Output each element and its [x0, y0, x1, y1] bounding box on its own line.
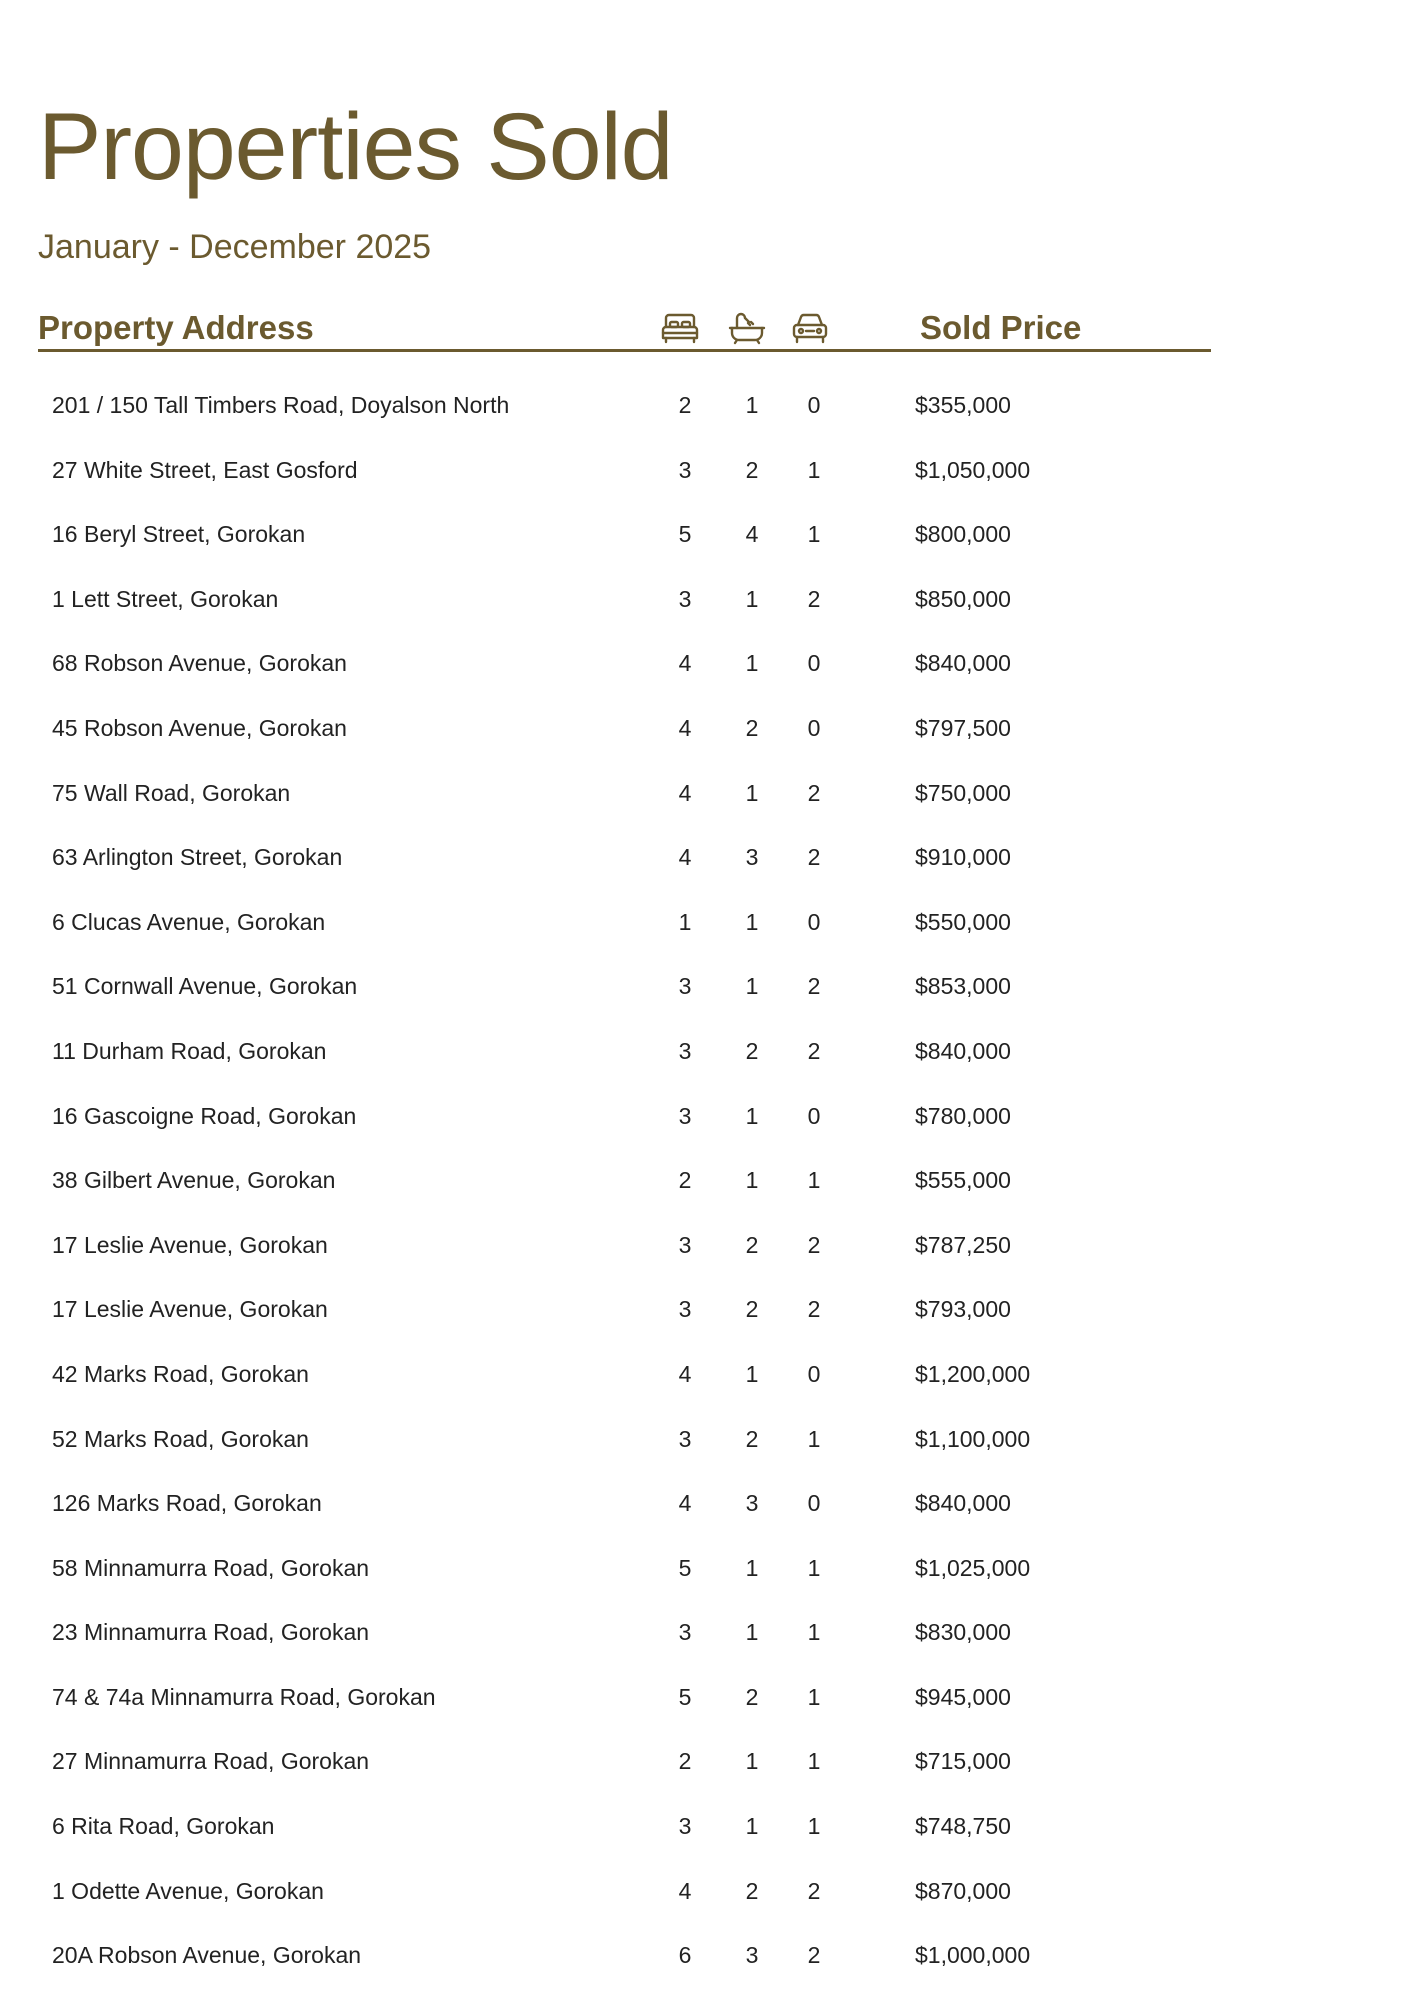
bathrooms-cell: 3 — [745, 1490, 759, 1517]
bedrooms-cell: 3 — [678, 1296, 692, 1323]
header-divider — [38, 349, 1211, 352]
table-row — [0, 1151, 1414, 1216]
address-cell: 42 Marks Road, Gorokan — [52, 1360, 309, 1387]
bathrooms-cell: 1 — [745, 392, 759, 418]
bathrooms-cell: 2 — [745, 1231, 759, 1258]
car-spaces-cell: 2 — [807, 1942, 821, 1969]
car-spaces-cell: 0 — [807, 650, 821, 677]
table-row — [0, 1603, 1414, 1668]
bathrooms-cell: 2 — [745, 1425, 759, 1452]
bathrooms-cell: 2 — [745, 456, 759, 483]
car-spaces-cell: 1 — [807, 456, 821, 483]
table-row — [0, 1732, 1414, 1797]
bathrooms-cell: 1 — [745, 585, 759, 612]
bathrooms-cell: 1 — [745, 1748, 759, 1775]
address-cell: 74 & 74a Minnamurra Road, Gorokan — [52, 1683, 436, 1710]
table-row — [0, 699, 1414, 764]
bathrooms-cell: 2 — [745, 714, 759, 741]
bedrooms-cell: 3 — [678, 973, 692, 1000]
sold-price-cell: $715,000 — [915, 1748, 1011, 1775]
bedrooms-cell: 3 — [678, 1619, 692, 1646]
address-cell: 38 Gilbert Avenue, Gorokan — [52, 1167, 336, 1194]
car-spaces-cell: 1 — [807, 1683, 821, 1710]
car-spaces-cell: 1 — [807, 1748, 821, 1775]
car-spaces-cell: 2 — [807, 779, 821, 806]
address-cell: 17 Leslie Avenue, Gorokan — [52, 1296, 328, 1323]
bathrooms-cell: 1 — [745, 1619, 759, 1646]
car-spaces-cell: 2 — [807, 844, 821, 871]
sold-price-cell: $850,000 — [915, 585, 1011, 612]
table-row — [0, 1345, 1414, 1410]
bathrooms-cell: 2 — [745, 1877, 759, 1904]
bedrooms-cell: 3 — [678, 1037, 692, 1064]
address-cell: 23 Minnamurra Road, Gorokan — [52, 1619, 370, 1646]
page-title: Properties Sold — [38, 94, 673, 200]
car-spaces-cell: 2 — [807, 1296, 821, 1323]
address-cell: 6 Rita Road, Gorokan — [52, 1813, 275, 1840]
address-cell: 68 Robson Avenue, Gorokan — [52, 650, 347, 677]
bedrooms-cell: 4 — [678, 779, 692, 806]
sold-price-cell: $945,000 — [915, 1683, 1011, 1710]
car-spaces-cell: 1 — [807, 1619, 821, 1646]
sold-price-cell: $550,000 — [915, 908, 1011, 935]
address-column-header: Property Address — [38, 309, 314, 346]
address-cell: 51 Cornwall Avenue, Gorokan — [52, 973, 358, 1000]
table-row — [0, 1862, 1414, 1927]
car-spaces-cell: 2 — [807, 1877, 821, 1904]
table-row — [0, 893, 1414, 958]
table-row — [0, 1216, 1414, 1281]
table-row — [0, 1797, 1414, 1862]
table-row — [0, 957, 1414, 1022]
bedrooms-cell: 4 — [678, 650, 692, 677]
address-cell: 1 Lett Street, Gorokan — [52, 585, 279, 612]
bedrooms-cell: 3 — [678, 1102, 692, 1129]
bedrooms-cell: 5 — [678, 1683, 692, 1710]
address-cell: 11 Durham Road, Gorokan — [52, 1037, 327, 1064]
table-row — [0, 1474, 1414, 1539]
sold-price-cell: $1,200,000 — [915, 1360, 1031, 1387]
bedrooms-cell: 6 — [678, 1942, 692, 1969]
bathrooms-cell: 2 — [745, 1683, 759, 1710]
address-cell: 45 Robson Avenue, Gorokan — [52, 714, 347, 741]
address-cell: 27 Minnamurra Road, Gorokan — [52, 1748, 370, 1775]
address-cell: 52 Marks Road, Gorokan — [52, 1425, 309, 1452]
bedrooms-cell: 5 — [678, 521, 692, 548]
car-spaces-cell: 0 — [807, 392, 821, 418]
sold-price-cell: $780,000 — [915, 1102, 1011, 1129]
address-cell: 201 / 150 Tall Timbers Road, Doyalson North — [52, 392, 510, 418]
table-header — [38, 305, 1211, 347]
bathrooms-cell: 1 — [745, 908, 759, 935]
table-row — [0, 828, 1414, 893]
table-row — [0, 634, 1414, 699]
car-spaces-cell: 0 — [807, 714, 821, 741]
table-row — [0, 441, 1414, 506]
sold-price-cell: $840,000 — [915, 650, 1011, 677]
bedrooms-cell: 4 — [678, 1360, 692, 1387]
car-spaces-cell: 2 — [807, 1037, 821, 1064]
bathrooms-cell: 1 — [745, 650, 759, 677]
table-row — [0, 764, 1414, 829]
sold-price-cell: $555,000 — [915, 1167, 1011, 1194]
car-spaces-cell: 1 — [807, 1813, 821, 1840]
bedrooms-cell: 3 — [678, 456, 692, 483]
address-cell: 17 Leslie Avenue, Gorokan — [52, 1231, 328, 1258]
bed-icon — [660, 311, 700, 345]
sold-price-cell: $797,500 — [915, 714, 1011, 741]
car-spaces-cell: 1 — [807, 1425, 821, 1452]
date-range-subtitle: January - December 2025 — [38, 228, 432, 266]
address-cell: 75 Wall Road, Gorokan — [52, 779, 291, 806]
bedrooms-cell: 3 — [678, 1231, 692, 1258]
car-spaces-cell: 0 — [807, 1102, 821, 1129]
sold-price-cell: $787,250 — [915, 1231, 1011, 1258]
bedrooms-cell: 2 — [678, 1167, 692, 1194]
bathrooms-cell: 1 — [745, 973, 759, 1000]
car-icon — [790, 311, 830, 345]
car-spaces-cell: 0 — [807, 1360, 821, 1387]
address-cell: 58 Minnamurra Road, Gorokan — [52, 1554, 370, 1581]
address-cell: 27 White Street, East Gosford — [52, 456, 358, 483]
bedrooms-cell: 2 — [678, 1748, 692, 1775]
bathrooms-cell: 2 — [745, 1296, 759, 1323]
sales-table — [0, 376, 1414, 1991]
table-row — [0, 1539, 1414, 1604]
table-row — [0, 1280, 1414, 1345]
car-spaces-cell: 2 — [807, 1231, 821, 1258]
table-row — [0, 1668, 1414, 1733]
table-row — [0, 1022, 1414, 1087]
bedrooms-cell: 5 — [678, 1554, 692, 1581]
sold-price-cell: $1,100,000 — [915, 1425, 1031, 1452]
sold-price-cell: $853,000 — [915, 973, 1011, 1000]
table-row — [0, 1926, 1414, 1991]
bathrooms-cell: 1 — [745, 1813, 759, 1840]
sold-price-cell: $355,000 — [915, 392, 1011, 418]
car-spaces-cell: 0 — [807, 1490, 821, 1517]
sold-price-cell: $840,000 — [915, 1037, 1011, 1064]
bathrooms-cell: 1 — [745, 1167, 759, 1194]
table-row — [0, 1410, 1414, 1475]
bedrooms-cell: 4 — [678, 844, 692, 871]
bedrooms-cell: 1 — [678, 908, 692, 935]
bedrooms-cell: 4 — [678, 1877, 692, 1904]
bathrooms-cell: 3 — [745, 844, 759, 871]
bathrooms-cell: 1 — [745, 1102, 759, 1129]
price-column-header: Sold Price — [920, 309, 1082, 346]
sold-price-cell: $800,000 — [915, 521, 1011, 548]
bathrooms-cell: 2 — [745, 1037, 759, 1064]
bedrooms-cell: 3 — [678, 585, 692, 612]
bedrooms-cell: 2 — [678, 392, 692, 418]
bedrooms-cell: 4 — [678, 1490, 692, 1517]
bathrooms-cell: 3 — [745, 1942, 759, 1969]
sold-price-cell: $1,050,000 — [915, 456, 1031, 483]
sold-price-cell: $1,000,000 — [915, 1942, 1031, 1969]
bathrooms-cell: 1 — [745, 779, 759, 806]
car-spaces-cell: 1 — [807, 521, 821, 548]
address-cell: 16 Gascoigne Road, Gorokan — [52, 1102, 357, 1129]
table-row — [0, 505, 1414, 570]
bathrooms-cell: 1 — [745, 1360, 759, 1387]
bathrooms-cell: 4 — [745, 521, 759, 548]
sold-price-cell: $870,000 — [915, 1877, 1011, 1904]
car-spaces-cell: 2 — [807, 973, 821, 1000]
sold-price-cell: $793,000 — [915, 1296, 1011, 1323]
address-cell: 6 Clucas Avenue, Gorokan — [52, 908, 326, 935]
sold-price-cell: $750,000 — [915, 779, 1011, 806]
sold-price-cell: $830,000 — [915, 1619, 1011, 1646]
bedrooms-cell: 3 — [678, 1425, 692, 1452]
bathrooms-cell: 1 — [745, 1554, 759, 1581]
address-cell: 16 Beryl Street, Gorokan — [52, 521, 306, 548]
table-row — [0, 570, 1414, 635]
address-cell: 126 Marks Road, Gorokan — [52, 1490, 322, 1517]
bedrooms-cell: 4 — [678, 714, 692, 741]
address-cell: 20A Robson Avenue, Gorokan — [52, 1942, 362, 1969]
sold-price-cell: $748,750 — [915, 1813, 1011, 1840]
car-spaces-cell: 0 — [807, 908, 821, 935]
table-row — [0, 1087, 1414, 1152]
car-spaces-cell: 1 — [807, 1167, 821, 1194]
car-spaces-cell: 1 — [807, 1554, 821, 1581]
bath-icon — [727, 311, 767, 345]
sold-price-cell: $840,000 — [915, 1490, 1011, 1517]
car-spaces-cell: 2 — [807, 585, 821, 612]
table-row — [0, 376, 1414, 441]
address-cell: 63 Arlington Street, Gorokan — [52, 844, 343, 871]
address-cell: 1 Odette Avenue, Gorokan — [52, 1877, 324, 1904]
sold-price-cell: $910,000 — [915, 844, 1011, 871]
sold-price-cell: $1,025,000 — [915, 1554, 1031, 1581]
bedrooms-cell: 3 — [678, 1813, 692, 1840]
